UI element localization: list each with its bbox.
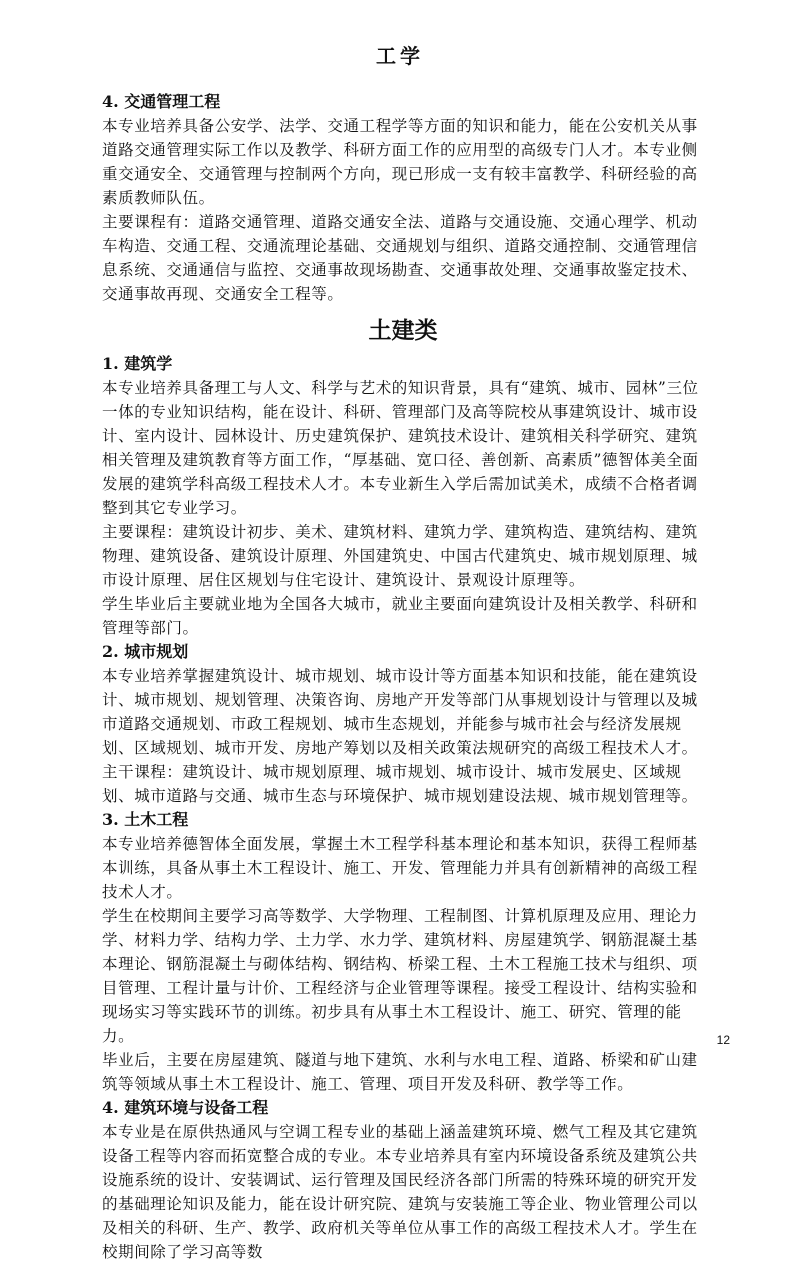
- paragraph: 主要课程：建筑设计初步、美术、建筑材料、建筑力学、建筑构造、建筑结构、建筑物理、建筑设备、建筑设计原理、外国建筑史、中国古代建筑史、城市规划原理、城市设计原理、居住区规划与住宅设计、建筑设计、景观设计原理等。: [102, 523, 698, 589]
- subsection-title: 4. 交通管理工程: [102, 92, 221, 111]
- category-title: 土建类: [368, 318, 438, 344]
- subsection-title: 1. 建筑学: [102, 354, 173, 373]
- paragraph: 本专业培养德智体全面发展，掌握土木工程学科基本理论和基本知识，获得工程师基本训练，具备从事土木工程设计、施工、开发、管理能力并具有创新精神的高级工程技术人才。: [102, 835, 698, 901]
- subsection-title: 3. 土木工程: [102, 810, 189, 829]
- subsection-title: 2. 城市规划: [102, 642, 189, 661]
- paragraph: 学生在校期间主要学习高等数学、大学物理、工程制图、计算机原理及应用、理论力学、材料力学、结构力学、土力学、水力学、建筑材料、房屋建筑学、钢筋混凝土基本理论、钢筋混凝土与砌体结构、钢结构、桥梁工程、土木工程施工技术与组织、项目管理、工程计量与计价、工程经济与企业管理等课程。接受工程设计、结构实验和现场实习等实践环节的训练。初步具有从事土木工程设计、施工、研究、管理的能力。: [102, 907, 698, 1045]
- paragraph: 本专业培养具备公安学、法学、交通工程学等方面的知识和能力，能在公安机关从事道路交通管理实际工作以及教学、科研方面工作的应用型的高级专门人才。本专业侧重交通安全、交通管理与控制两个方向，现已形成一支有较丰富教学、科研经验的高素质教师队伍。: [102, 117, 698, 207]
- paragraph: 学生毕业后主要就业地为全国各大城市，就业主要面向建筑设计及相关教学、科研和管理等部门。: [102, 595, 698, 637]
- paragraph: 本专业是在原供热通风与空调工程专业的基础上涵盖建筑环境、燃气工程及其它建筑设备工程等内容而拓宽整合成的专业。本专业培养具有室内环境设备系统及建筑公共设施系统的设计、安装调试、运行管理及国民经济各部门所需的特殊环境的研究开发的基础理论知识及能力，能在设计研究院、建筑与安装施工等企业、物业管理公司以及相关的科研、生产、教学、政府机关等单位从事工作的高级工程技术人才。学生在校期间除了学习高等数: [102, 1123, 698, 1261]
- page-content: [102, 90, 704, 1264]
- paragraph: 主要课程有：道路交通管理、道路交通安全法、道路与交通设施、交通心理学、机动车构造、交通工程、交通流理论基础、交通规划与组织、道路交通控制、交通管理信息系统、交通通信与监控、交通事故现场勘查、交通事故处理、交通事故鉴定技术、交通事故再现、交通安全工程等。: [102, 213, 698, 303]
- paragraph: 本专业培养具备理工与人文、科学与艺术的知识背景，具有“建筑、城市、园林”三位一体的专业知识结构，能在设计、科研、管理部门及高等院校从事建筑设计、城市设计、室内设计、园林设计、历史建筑保护、建筑技术设计、建筑相关科学研究、建筑相关管理及建筑教育等方面工作，“厚基础、宽口径、善创新、高素质”德智体美全面发展的建筑学科高级工程技术人才。本专业新生入学后需加试美术，成绩不合格者调整到其它专业学习。: [102, 379, 699, 517]
- paragraph: 主干课程：建筑设计、城市规划原理、城市规划、城市设计、城市发展史、区域规划、城市道路与交通、城市生态与环境保护、城市规划建设法规、城市规划管理等。: [102, 763, 698, 805]
- paragraph: 本专业培养掌握建筑设计、城市规划、城市设计等方面基本知识和技能，能在建筑设计、城市规划、规划管理、决策咨询、房地产开发等部门从事规划设计与管理以及城市道路交通规划、市政工程规划、城市生态规划，并能参与城市社会与经济发展规划、区域规划、城市开发、房地产筹划以及相关政策法规研究的高级工程技术人才。: [102, 667, 698, 757]
- running-head: 工学: [376, 44, 424, 68]
- paragraph: 毕业后，主要在房屋建筑、隧道与地下建筑、水利与水电工程、道路、桥梁和矿山建筑等领域从事土木工程设计、施工、管理、项目开发及科研、教学等工作。: [102, 1051, 698, 1093]
- page-number: 12: [716, 1033, 730, 1047]
- subsection-title: 4. 建筑环境与设备工程: [102, 1098, 269, 1117]
